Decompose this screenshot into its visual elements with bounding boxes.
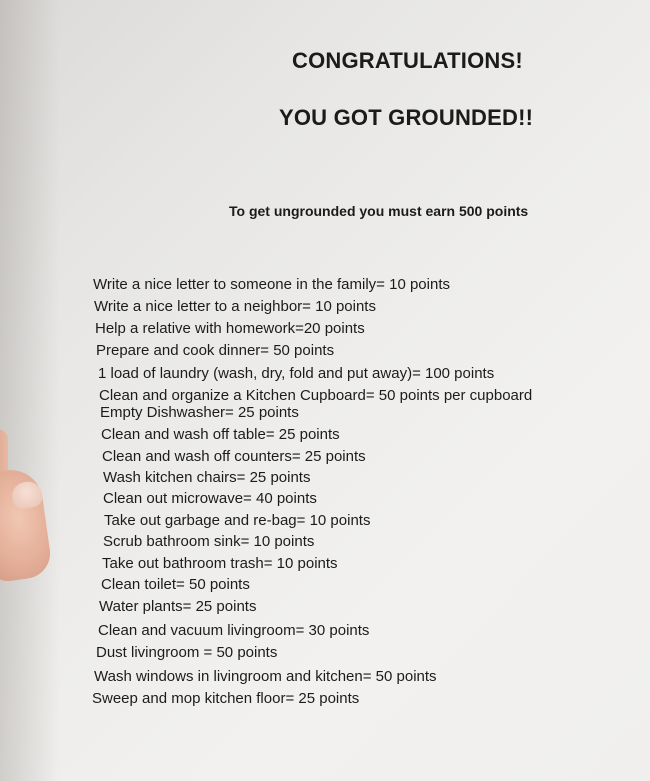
task-item: Dust livingroom = 50 points — [96, 644, 278, 661]
task-item: Take out garbage and re-bag= 10 points — [104, 512, 371, 529]
task-item: Empty Dishwasher= 25 points — [100, 404, 299, 421]
task-item: Clean and organize a Kitchen Cupboard= 50 points per cupboard — [99, 387, 533, 404]
task-item: Write a nice letter to a neighbor= 10 points — [94, 298, 376, 315]
task-item: Clean out microwave= 40 points — [103, 490, 317, 507]
task-item: Help a relative with homework=20 points — [95, 320, 365, 337]
paper-shadow — [0, 0, 60, 781]
task-item: Write a nice letter to someone in the family= 10 points — [93, 276, 450, 293]
task-item: Take out bathroom trash= 10 points — [102, 555, 338, 572]
task-item: Prepare and cook dinner= 50 points — [96, 342, 335, 359]
task-item: Wash kitchen chairs= 25 points — [103, 469, 311, 486]
heading-congratulations: CONGRATULATIONS! — [292, 48, 523, 73]
task-item: Scrub bathroom sink= 10 points — [103, 533, 315, 550]
task-item: 1 load of laundry (wash, dry, fold and put away)= 100 points — [98, 365, 495, 382]
task-item: Clean toilet= 50 points — [101, 576, 250, 593]
heading-grounded: YOU GOT GROUNDED!! — [279, 105, 534, 130]
task-item: Clean and wash off counters= 25 points — [102, 448, 366, 465]
task-item: Wash windows in livingroom and kitchen= 50 points — [94, 668, 437, 685]
task-item: Clean and vacuum livingroom= 30 points — [98, 622, 370, 639]
task-item: Water plants= 25 points — [99, 598, 257, 615]
task-item: Sweep and mop kitchen floor= 25 points — [92, 690, 360, 707]
subheading-points-goal: To get ungrounded you must earn 500 points — [229, 203, 529, 219]
task-item: Clean and wash off table= 25 points — [101, 426, 340, 443]
